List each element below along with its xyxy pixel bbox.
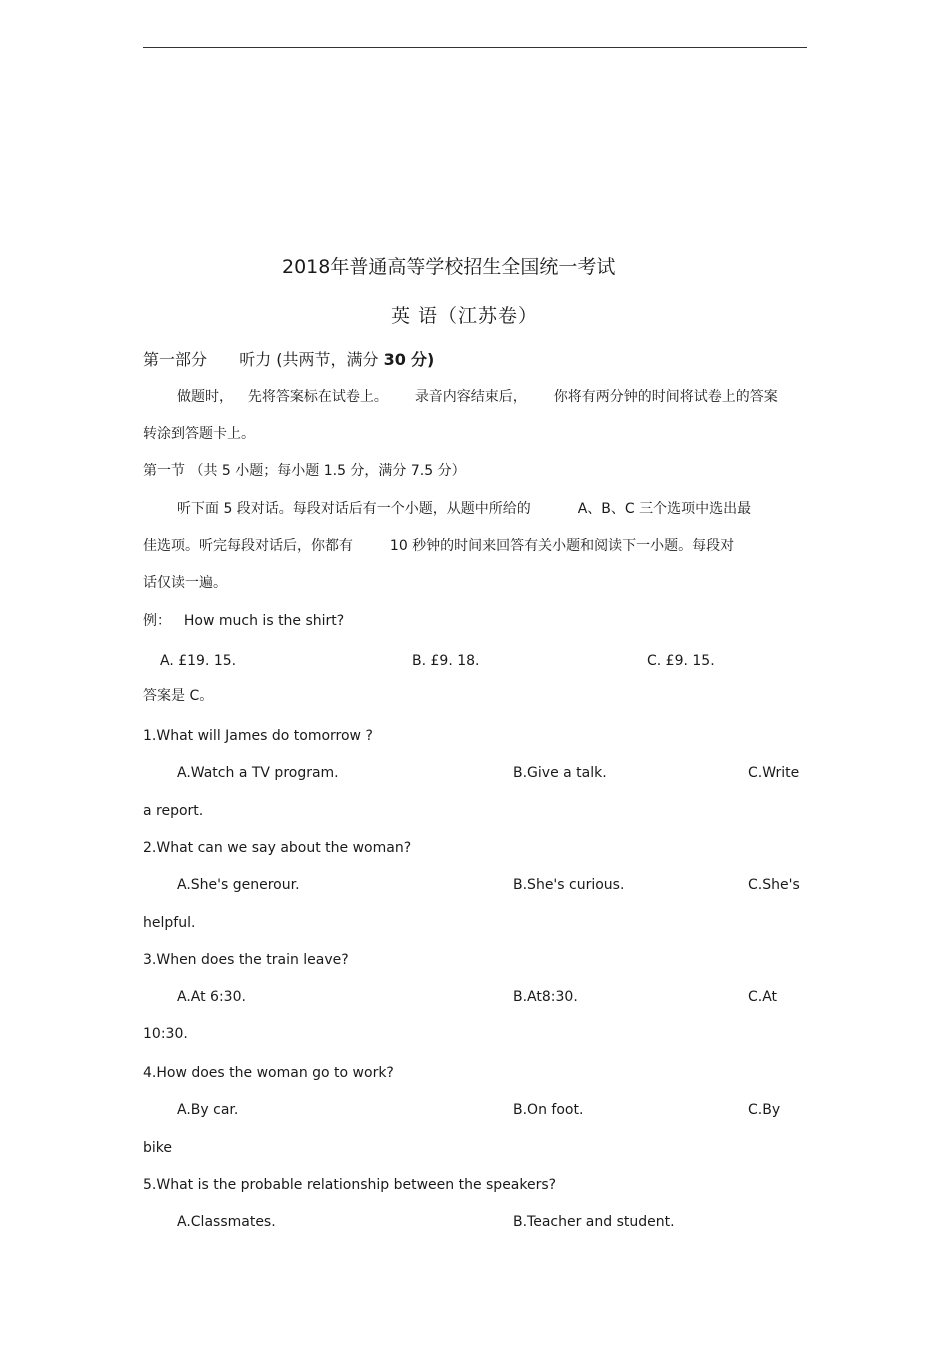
intro-1b: A、B、C 三个选项中选出最: [577, 501, 752, 517]
question-2-option-a: A.She's generour.: [177, 877, 300, 893]
question-1-option-b: B.Give a talk.: [513, 765, 607, 781]
instr-a: 做题时，: [177, 389, 233, 405]
example-question-text: How much is the shirt?: [183, 613, 345, 629]
question-3: 3.When does the train leave?: [143, 952, 349, 968]
section1-intro-line2: [143, 537, 734, 555]
part1-heading-unit: 分): [411, 350, 435, 369]
example-question: [143, 612, 344, 630]
question-3-option-c: C.At: [748, 989, 778, 1005]
question-4-option-a: A.By car.: [177, 1102, 239, 1118]
question-2-option-b: B.She's curious.: [513, 877, 625, 893]
section1-heading: 第一节 （共 5 小题；每小题 1.5 分，满分 7.5 分）: [143, 463, 466, 479]
question-1-option-a: A.Watch a TV program.: [177, 765, 339, 781]
question-5-option-b: B.Teacher and student.: [513, 1214, 675, 1230]
example-option-a: A. £19. 15.: [160, 653, 237, 669]
exam-subtitle: 英 语（江苏卷）: [391, 305, 539, 327]
question-5: 5.What is the probable relationship between the speakers?: [143, 1177, 557, 1193]
question-3-option-c-wrap: 10:30.: [143, 1026, 188, 1042]
question-4-option-b: B.On foot.: [513, 1102, 584, 1118]
question-2: 2.What can we say about the woman?: [143, 840, 412, 856]
question-1: 1.What will James do tomorrow ?: [143, 728, 373, 744]
question-4: 4.How does the woman go to work?: [143, 1065, 394, 1081]
question-4-option-c: C.By: [748, 1102, 781, 1118]
intro-2a: 佳选项。听完每段对话后，你都有: [143, 538, 353, 554]
intro-1a: 听下面 5 段对话。每段对话后有一个小题，从题中所给的: [177, 501, 531, 517]
part1-heading-score: 30: [383, 350, 406, 369]
instr-d: 你将有两分钟的时间将试卷上的答案: [553, 389, 778, 405]
part1-heading-part: 第一部分: [143, 350, 208, 369]
example-option-c: C. £9. 15.: [647, 653, 715, 669]
question-1-option-c-wrap: a report.: [143, 803, 204, 819]
example-label: 例：: [143, 613, 171, 629]
instr-b: 先将答案标在试卷上。: [247, 389, 388, 405]
question-4-option-c-wrap: bike: [143, 1140, 172, 1156]
question-2-option-c: C.She's: [748, 877, 800, 893]
example-answer: 答案是 C。: [143, 688, 214, 704]
question-5-option-a: A.Classmates.: [177, 1214, 276, 1230]
question-3-option-b: B.At8:30.: [513, 989, 578, 1005]
header-rule: [143, 47, 807, 48]
question-1-option-c: C.Write: [748, 765, 800, 781]
instr-c: 录音内容结束后，: [414, 389, 527, 405]
part1-instructions-line1: [177, 388, 778, 406]
example-option-b: B. £9. 18.: [412, 653, 480, 669]
intro-2b: 10 秒钟的时间来回答有关小题和阅读下一小题。每段对: [389, 538, 735, 554]
part1-heading: [143, 350, 434, 370]
exam-title: 2018年普通高等学校招生全国统一考试: [282, 256, 616, 278]
question-3-option-a: A.At 6:30.: [177, 989, 246, 1005]
part1-instructions-line2: 转涂到答题卡上。: [143, 426, 255, 442]
section1-intro-line3: 话仅读一遍。: [143, 575, 227, 591]
part1-heading-title: 听力 (共两节，满分: [239, 350, 379, 369]
section1-intro-line1: [177, 500, 751, 518]
question-2-option-c-wrap: helpful.: [143, 915, 196, 931]
